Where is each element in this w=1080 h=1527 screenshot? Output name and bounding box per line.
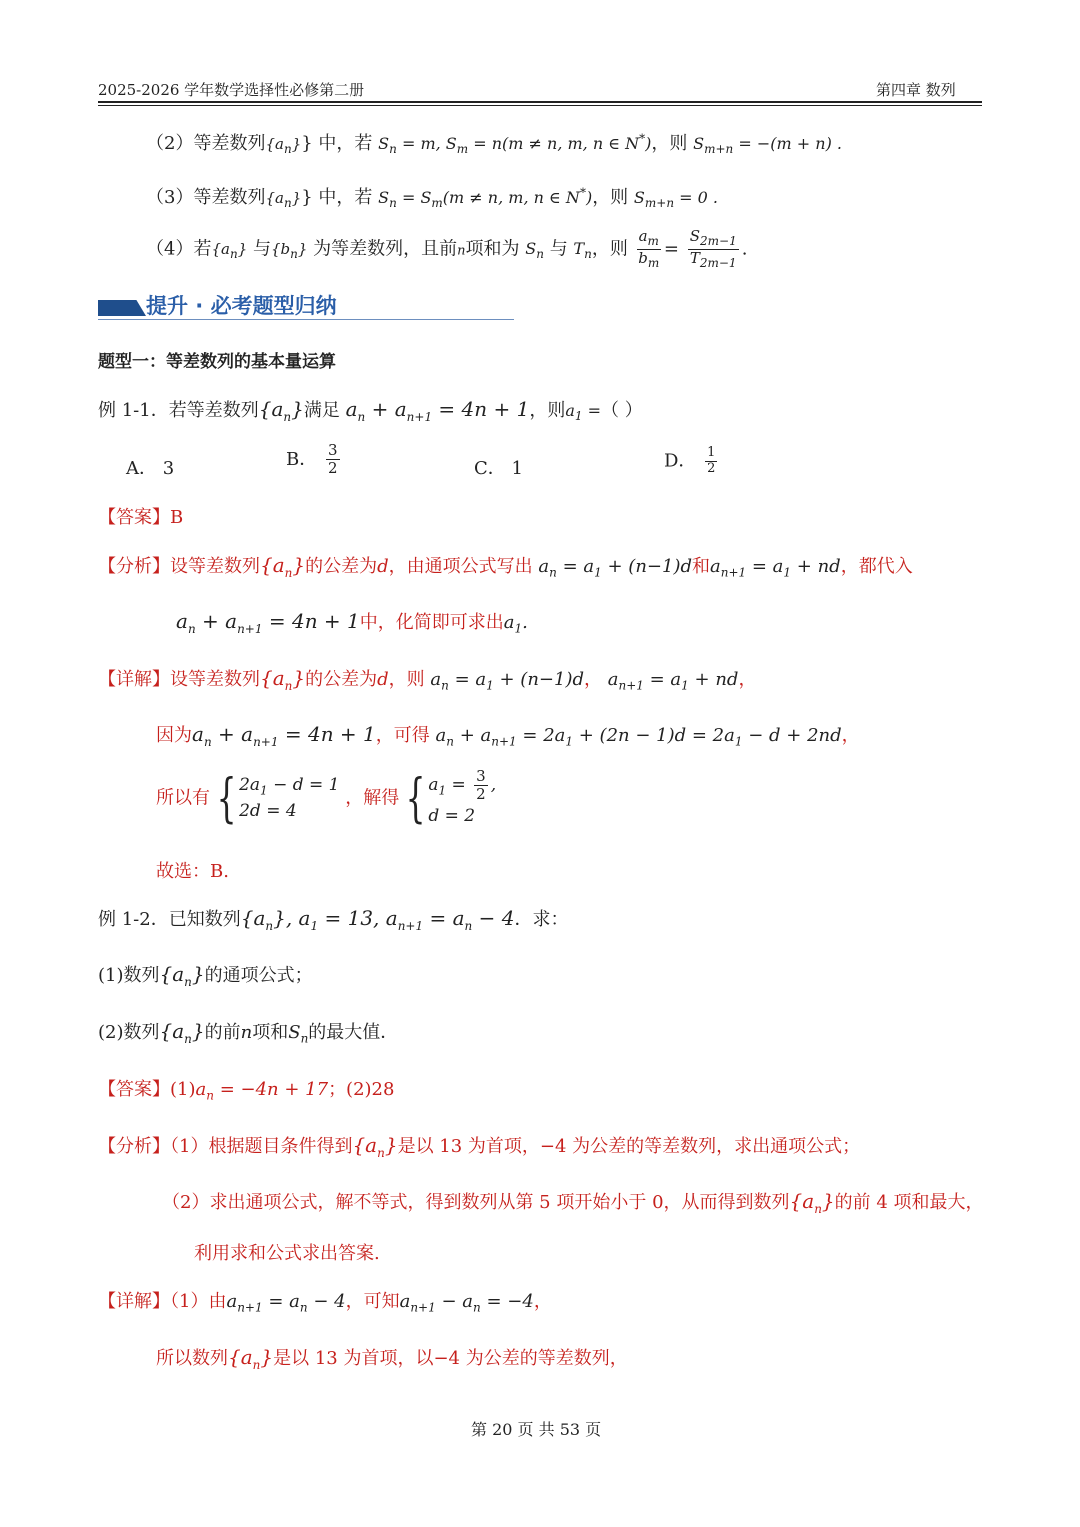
- detail-1-1-system: 所以有 { $2a_1 - d = 1$ 2d = 4 ，解得 { $a_1$ = $\frac{3}{2}$ , d = 2: [156, 767, 497, 829]
- example-1-1-stem: 例 1-1．若等差数列$\{a_n\}$满足 $a_n + a_{n+1} = 4n + 1$，则$a_1$ =（ ）: [98, 397, 643, 424]
- analysis-1-2-b: （2）求出通项公式，解不等式，得到数列从第 5 项开始小于 0，从而得到数列$\{a_n\}$的前 4 项和最大，: [162, 1189, 984, 1216]
- property-3: （3）等差数列$\{a_n\}$} 中，若 $S_n = S_m(m \ne n$, m, n ∈ N*)，则 $S_{m+n} = 0$ .: [146, 185, 718, 211]
- banner-shape: [98, 300, 146, 316]
- header-right: 第四章 数列: [876, 81, 956, 99]
- option-c: C． 1: [474, 458, 523, 479]
- answer-1-2: 【答案】$(1)a_n = -4n + 17$；(2)28: [98, 1079, 395, 1103]
- page-footer: 第 20 页 共 53 页: [471, 1420, 602, 1439]
- detail-1-1-because: 因为$a_n + a_{n+1} = 4n + 1$，可得 $a_n + a_{n+1} = 2a_1 + (2n - 1)d = 2a_1 - d + 2nd$，: [156, 722, 860, 749]
- property-2: （2）等差数列$\{a_n\}$} 中，若 $S_n = m$, $S_m = n(m \ne n$, m, n ∈ N*)，则 $S_{m+n} = -(m + n)$ .: [146, 131, 842, 157]
- header-rule-thin: [98, 105, 982, 106]
- type-heading: 题型一：等差数列的基本量运算: [98, 352, 336, 372]
- example-1-2-q1: (1)数列$\{a_n\}$的通项公式；: [98, 962, 313, 989]
- section-banner: [98, 290, 514, 322]
- property-4: （4）若$\{a_n\}$ 与$\{b_n\}$ 为等差数列，且前n项和为 $S_n$ 与 $T_n$，则 $\frac{a_m}{b_m}$ = $\frac{S_{2m-1}}{T_{2m-1}}$ .: [146, 227, 748, 270]
- header-left: 2025-2026 学年数学选择性必修第二册: [98, 81, 365, 99]
- analysis-1-2-c: 利用求和公式求出答案.: [194, 1243, 380, 1264]
- detail-1-2: 【详解】（1）由$a_{n+1} = a_n - 4$，可知$a_{n+1} - a_n = -4$，: [98, 1291, 552, 1315]
- analysis-1-1-cont: $a_n + a_{n+1} = 4n + 1$中，化简即可求出$a_1$.: [176, 609, 528, 636]
- section-title: 提升 · 必考题型归纳: [146, 294, 337, 318]
- detail-1-1-choose: 故选：B.: [156, 861, 229, 882]
- option-d: D． $\frac{1}{2}$: [664, 445, 716, 476]
- detail-1-2-b: 所以数列$\{a_n\}$是以 13 为首项，以−4 为公差的等差数列，: [156, 1345, 628, 1372]
- banner-underline: [98, 319, 514, 320]
- option-a: A． 3: [126, 458, 175, 479]
- header-rule: [98, 101, 982, 103]
- analysis-1-2-a: 【分析】（1）根据题目条件得到$\{a_n\}$是以 13 为首项，−4 为公差的等差数列，求出通项公式；: [98, 1133, 861, 1160]
- example-1-2-q2: (2)数列$\{a_n\}$的前n项和$S_n$的最大值．: [98, 1019, 399, 1046]
- detail-1-1: 【详解】设等差数列$\{a_n\}$的公差为d，则 $a_n = a_1 + (n-1)d$， $a_{n+1} = a_1$ + nd，: [98, 666, 757, 693]
- answer-1-1: 【答案】B: [98, 507, 184, 528]
- analysis-1-1: 【分析】设等差数列$\{a_n\}$的公差为d，由通项公式写出 $a_n = a_1 + (n-1)d$和$a_{n+1} = a_1$ + nd，都代入: [98, 553, 913, 580]
- option-b: B． $\frac{3}{2}$: [286, 441, 338, 478]
- example-1-2-stem: 例 1-2．已知数列$\{a_n\}$, $a_1 = 13$, $a_{n+1} = a_n - 4$．求：: [98, 906, 569, 933]
